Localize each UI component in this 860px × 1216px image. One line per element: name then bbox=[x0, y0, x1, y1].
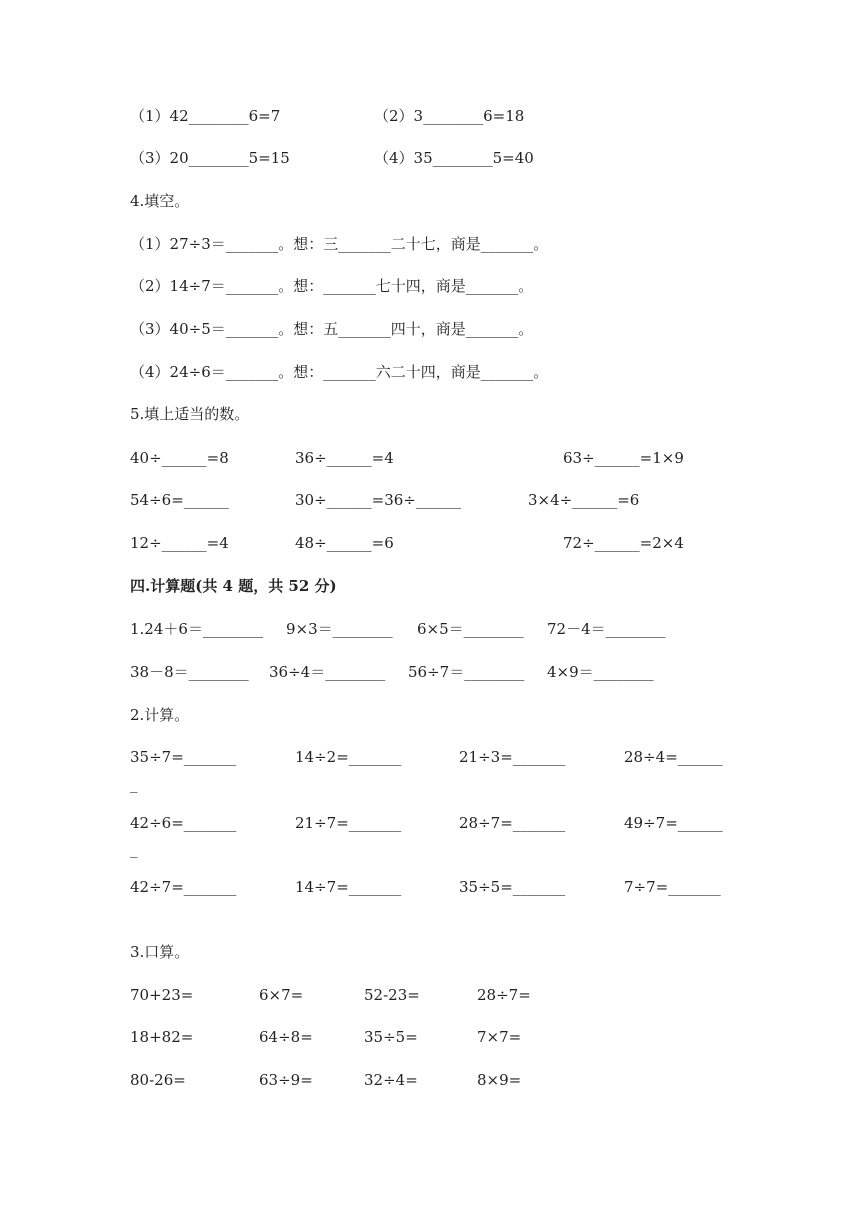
q3-item-2: （2）3________6=18 bbox=[374, 107, 525, 125]
calc-item: 72－4＝________ bbox=[547, 620, 666, 638]
calc-item: 56÷7＝________ bbox=[408, 663, 525, 681]
q5-title: 5.填上适当的数。 bbox=[130, 405, 250, 423]
calc-item: 28÷4=______ bbox=[624, 748, 723, 766]
q3-item-1: （1）42________6=7 bbox=[130, 107, 281, 125]
q5-item: 54÷6=______ bbox=[130, 491, 229, 509]
q5-item: 63÷______=1×9 bbox=[563, 449, 684, 467]
mental-item: 70+23= bbox=[130, 986, 194, 1004]
calc-item: 7÷7=_______ bbox=[624, 878, 721, 896]
calc-item: 49÷7=______ bbox=[624, 814, 723, 832]
q3-item-3: （3）20________5=15 bbox=[130, 149, 290, 167]
calc-item: 35÷7=_______ bbox=[130, 748, 237, 766]
mental-item: 8×9= bbox=[477, 1071, 522, 1089]
mental-item: 52-23= bbox=[364, 986, 420, 1004]
wrap-underscore: _ bbox=[130, 775, 138, 793]
q5-item: 3×4÷______=6 bbox=[528, 491, 640, 509]
q5-item: 48÷______=6 bbox=[295, 534, 394, 552]
q5-item: 72÷______=2×4 bbox=[563, 534, 684, 552]
calc-item: 6×5＝________ bbox=[417, 620, 524, 638]
mental-item: 64÷8= bbox=[259, 1028, 313, 1046]
mental-item: 32÷4= bbox=[364, 1071, 418, 1089]
section-heading: 四.计算题(共 4 题，共 52 分) bbox=[130, 577, 337, 595]
mental-item: 7×7= bbox=[477, 1028, 522, 1046]
q5-item: 36÷______=4 bbox=[295, 449, 394, 467]
mental-item: 63÷9= bbox=[259, 1071, 313, 1089]
calc-item: 21÷7=_______ bbox=[295, 814, 402, 832]
calc-item: 14÷2=_______ bbox=[295, 748, 402, 766]
q4-line-3: （3）40÷5＝_______。想：五_______四十，商是_______。 bbox=[130, 320, 534, 338]
calc-item: 28÷7=_______ bbox=[459, 814, 566, 832]
q5-item: 40÷______=8 bbox=[130, 449, 229, 467]
q4-line-4: （4）24÷6＝_______。想：_______六二十四，商是_______。 bbox=[130, 363, 549, 381]
q3-item-4: （4）35________5=40 bbox=[374, 149, 534, 167]
calc-item: 1.24＋6＝________ bbox=[130, 620, 263, 638]
mental-item: 28÷7= bbox=[477, 986, 531, 1004]
mental-item: 18+82= bbox=[130, 1028, 194, 1046]
p3-title: 3.口算。 bbox=[130, 943, 190, 961]
calc-item: 42÷6=_______ bbox=[130, 814, 237, 832]
q5-item: 30÷______=36÷______ bbox=[295, 491, 461, 509]
calc-item: 4×9＝________ bbox=[547, 663, 654, 681]
calc-item: 21÷3=_______ bbox=[459, 748, 566, 766]
mental-item: 35÷5= bbox=[364, 1028, 418, 1046]
q4-line-1: （1）27÷3＝_______。想：三_______二十七，商是_______。 bbox=[130, 235, 549, 253]
q4-title: 4.填空。 bbox=[130, 192, 190, 210]
calc-item: 35÷5=_______ bbox=[459, 878, 566, 896]
calc-item: 14÷7=_______ bbox=[295, 878, 402, 896]
p2-title: 2.计算。 bbox=[130, 706, 190, 724]
q4-line-2: （2）14÷7＝_______。想：_______七十四，商是_______。 bbox=[130, 277, 534, 295]
wrap-underscore: _ bbox=[130, 840, 138, 858]
mental-item: 6×7= bbox=[259, 986, 304, 1004]
calc-item: 36÷4＝________ bbox=[269, 663, 386, 681]
calc-item: 9×3＝________ bbox=[286, 620, 393, 638]
mental-item: 80-26= bbox=[130, 1071, 186, 1089]
q5-item: 12÷______=4 bbox=[130, 534, 229, 552]
calc-item: 42÷7=_______ bbox=[130, 878, 237, 896]
calc-item: 38－8＝________ bbox=[130, 663, 249, 681]
